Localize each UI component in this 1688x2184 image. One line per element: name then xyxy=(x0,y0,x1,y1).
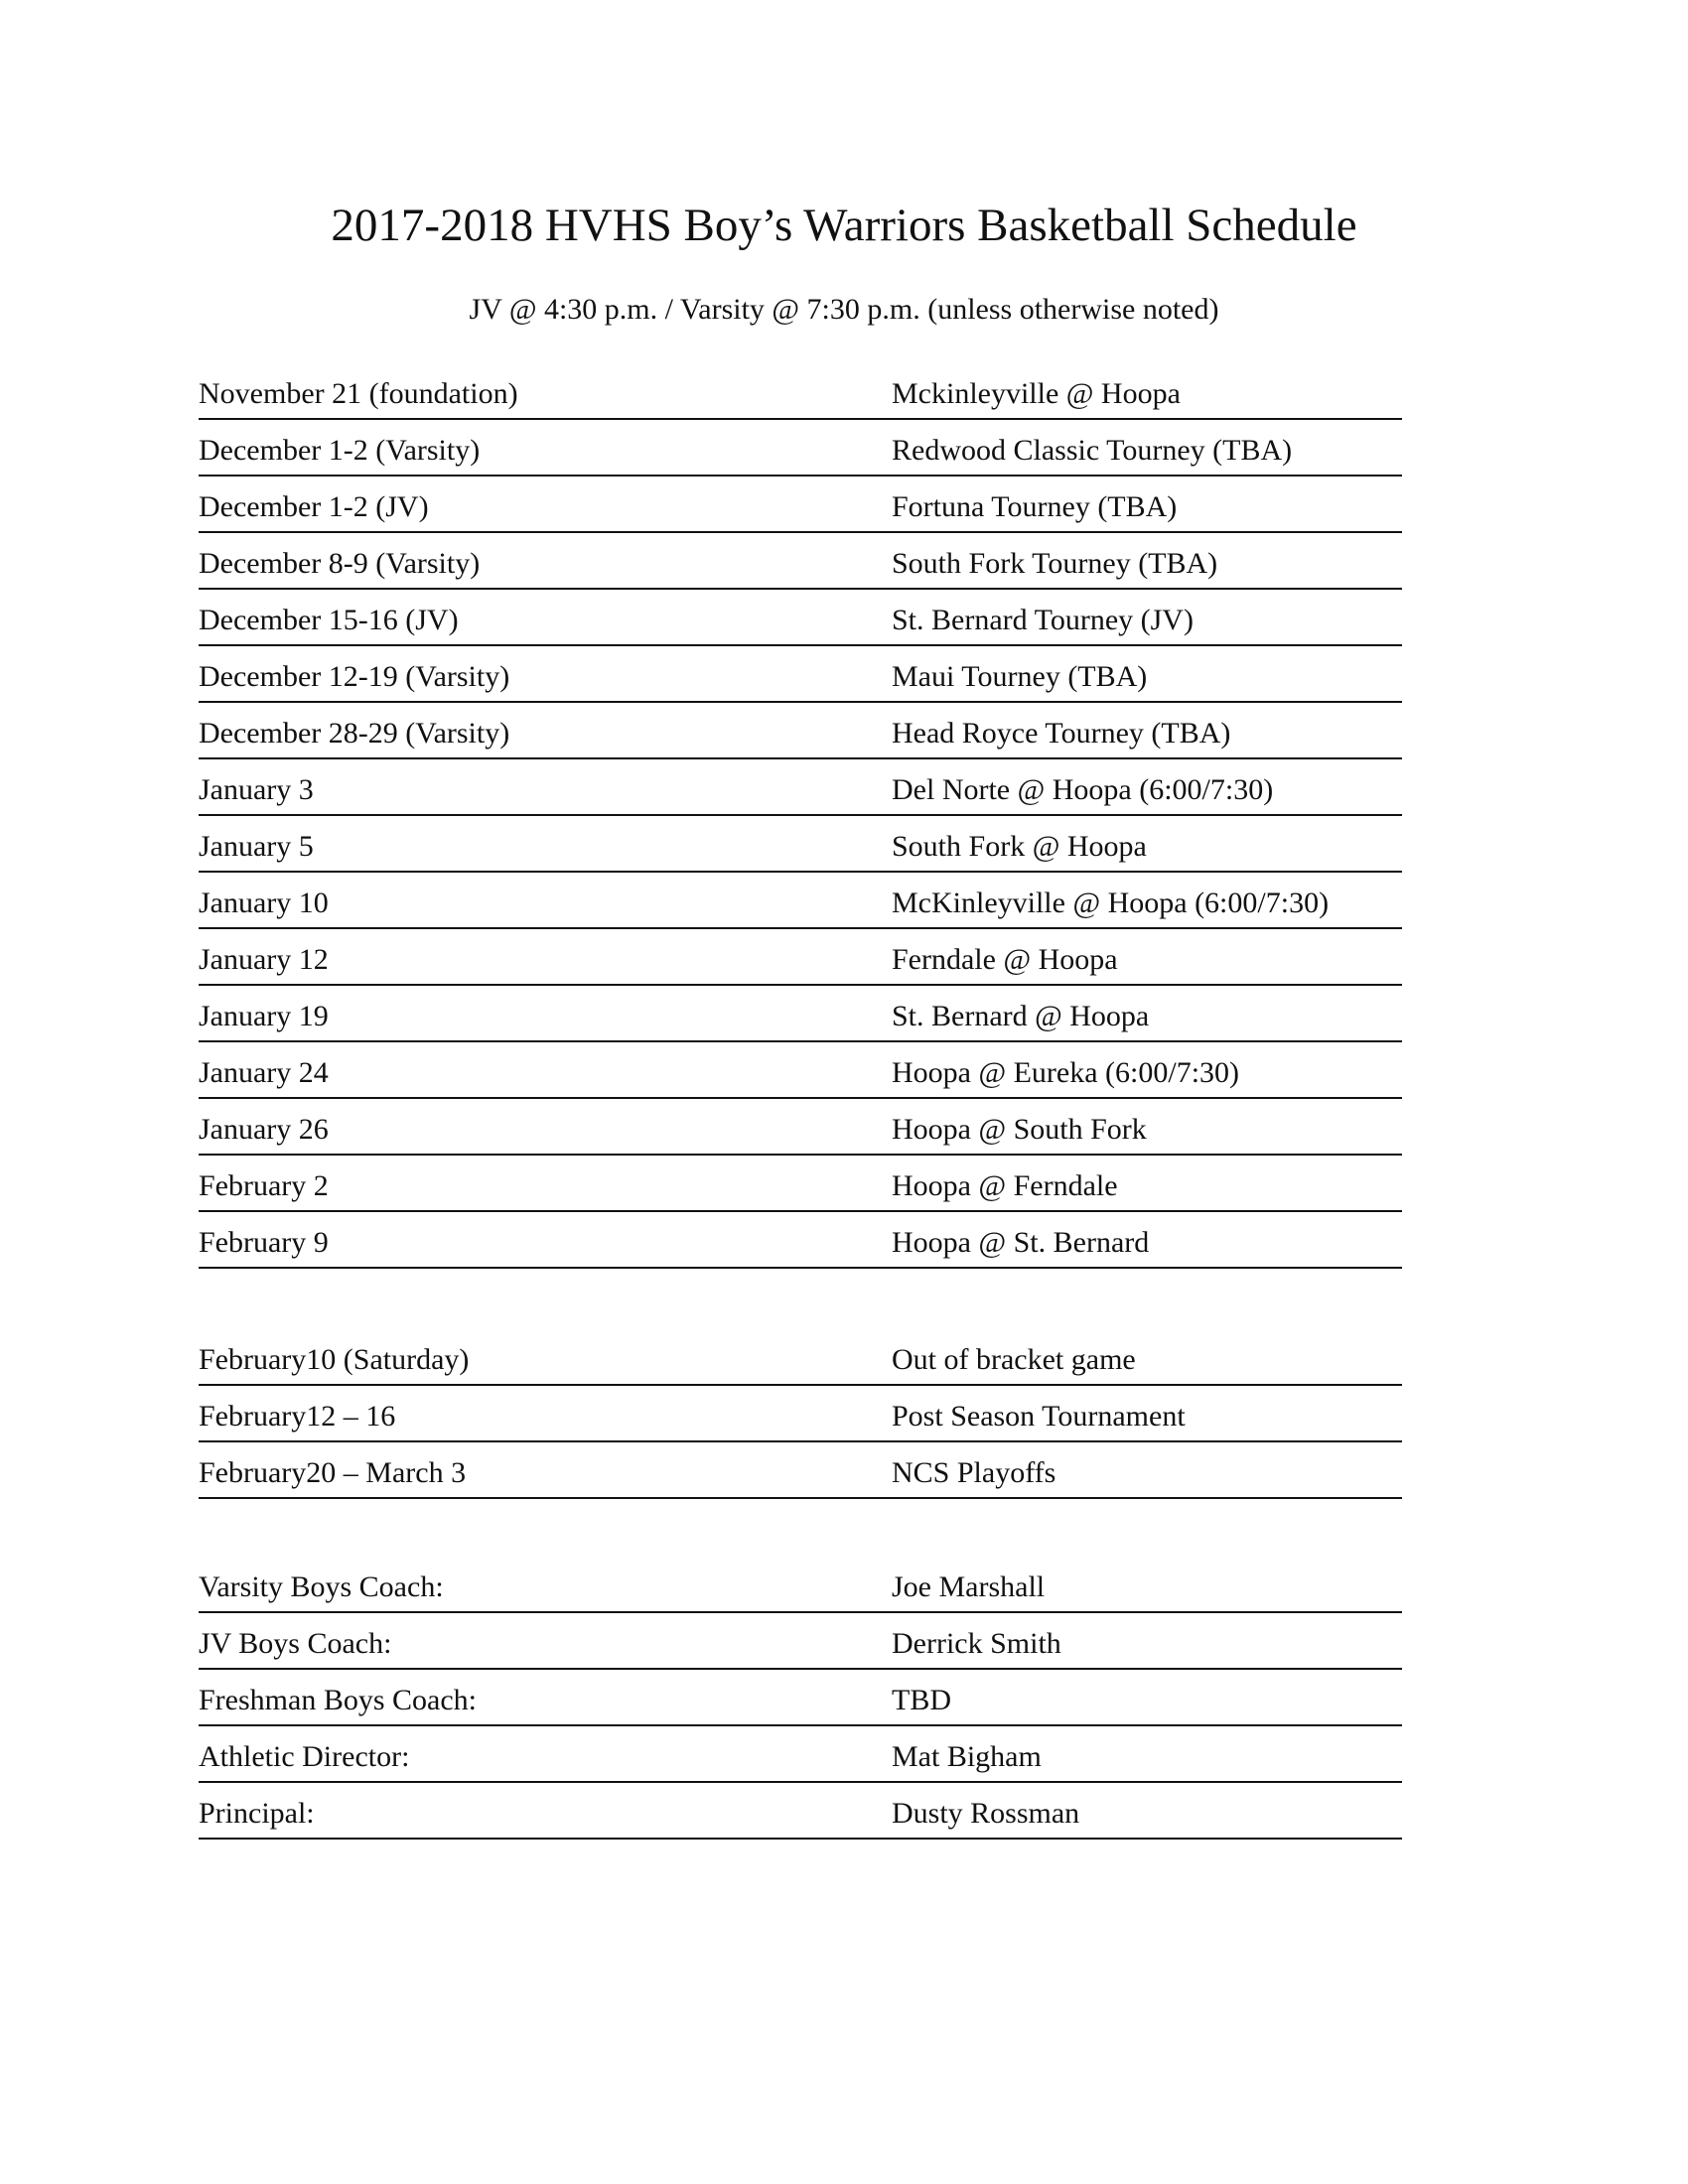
schedule-date: December 28-29 (Varsity) xyxy=(199,717,510,750)
schedule-date: December 1-2 (Varsity) xyxy=(199,434,481,467)
schedule-row xyxy=(199,1099,1402,1156)
schedule-table xyxy=(199,363,1402,1269)
schedule-row xyxy=(199,703,1402,759)
staff-name: TBD xyxy=(892,1684,951,1716)
staff-table xyxy=(199,1557,1402,1840)
postseason-date: February10 (Saturday) xyxy=(199,1343,470,1376)
postseason-event: NCS Playoffs xyxy=(892,1456,1056,1489)
schedule-date: December 15-16 (JV) xyxy=(199,604,459,636)
schedule-event: Hoopa @ Ferndale xyxy=(892,1169,1118,1202)
schedule-row xyxy=(199,929,1402,986)
schedule-row xyxy=(199,363,1402,420)
page-title: 2017-2018 HVHS Boy’s Warriors Basketball Schedule xyxy=(331,200,1357,251)
staff-role: Freshman Boys Coach: xyxy=(199,1684,477,1716)
postseason-event: Post Season Tournament xyxy=(892,1400,1186,1433)
schedule-event: Hoopa @ South Fork xyxy=(892,1113,1147,1146)
postseason-row xyxy=(199,1329,1402,1386)
schedule-date: January 3 xyxy=(199,773,314,806)
staff-role: Principal: xyxy=(199,1797,315,1830)
schedule-row xyxy=(199,477,1402,533)
schedule-row xyxy=(199,590,1402,646)
staff-row xyxy=(199,1613,1402,1670)
schedule-date: November 21 (foundation) xyxy=(199,377,518,410)
schedule-date: January 12 xyxy=(199,943,329,976)
schedule-event: Redwood Classic Tourney (TBA) xyxy=(892,434,1293,467)
postseason-date: February12 – 16 xyxy=(199,1400,396,1433)
schedule-date: January 5 xyxy=(199,830,314,863)
schedule-row xyxy=(199,986,1402,1042)
schedule-date: January 24 xyxy=(199,1056,329,1089)
schedule-event: McKinleyville @ Hoopa (6:00/7:30) xyxy=(892,887,1330,919)
schedule-event: Ferndale @ Hoopa xyxy=(892,943,1118,976)
schedule-date: December 12-19 (Varsity) xyxy=(199,660,510,693)
schedule-date: February 9 xyxy=(199,1226,329,1259)
schedule-date: January 26 xyxy=(199,1113,329,1146)
page-subtitle: JV @ 4:30 p.m. / Varsity @ 7:30 p.m. (unless otherwise noted) xyxy=(469,293,1219,326)
postseason-row xyxy=(199,1442,1402,1499)
staff-name: Derrick Smith xyxy=(892,1627,1061,1660)
postseason-date: February20 – March 3 xyxy=(199,1456,467,1489)
schedule-row xyxy=(199,646,1402,703)
staff-name: Dusty Rossman xyxy=(892,1797,1080,1830)
schedule-event: St. Bernard Tourney (JV) xyxy=(892,604,1194,636)
schedule-row xyxy=(199,759,1402,816)
schedule-event: Mckinleyville @ Hoopa xyxy=(892,377,1181,410)
schedule-row xyxy=(199,1212,1402,1269)
schedule-event: South Fork Tourney (TBA) xyxy=(892,547,1218,580)
schedule-event: St. Bernard @ Hoopa xyxy=(892,1000,1150,1032)
schedule-date: February 2 xyxy=(199,1169,329,1202)
staff-row xyxy=(199,1557,1402,1613)
staff-role: Athletic Director: xyxy=(199,1740,410,1773)
schedule-event: Del Norte @ Hoopa (6:00/7:30) xyxy=(892,773,1274,806)
schedule-event: Head Royce Tourney (TBA) xyxy=(892,717,1231,750)
staff-name: Mat Bigham xyxy=(892,1740,1042,1773)
staff-row xyxy=(199,1670,1402,1726)
schedule-row xyxy=(199,1042,1402,1099)
schedule-date: January 10 xyxy=(199,887,329,919)
postseason-row xyxy=(199,1386,1402,1442)
schedule-row xyxy=(199,816,1402,873)
staff-row xyxy=(199,1726,1402,1783)
schedule-event: Maui Tourney (TBA) xyxy=(892,660,1148,693)
schedule-row xyxy=(199,1156,1402,1212)
schedule-row xyxy=(199,420,1402,477)
schedule-event: Hoopa @ St. Bernard xyxy=(892,1226,1150,1259)
schedule-date: December 1-2 (JV) xyxy=(199,490,429,523)
postseason-event: Out of bracket game xyxy=(892,1343,1136,1376)
staff-row xyxy=(199,1783,1402,1840)
schedule-event: Hoopa @ Eureka (6:00/7:30) xyxy=(892,1056,1240,1089)
schedule-event: South Fork @ Hoopa xyxy=(892,830,1147,863)
postseason-table xyxy=(199,1329,1402,1499)
schedule-event: Fortuna Tourney (TBA) xyxy=(892,490,1178,523)
schedule-row xyxy=(199,533,1402,590)
staff-role: JV Boys Coach: xyxy=(199,1627,392,1660)
schedule-date: January 19 xyxy=(199,1000,329,1032)
schedule-row xyxy=(199,873,1402,929)
schedule-date: December 8-9 (Varsity) xyxy=(199,547,481,580)
staff-name: Joe Marshall xyxy=(892,1570,1046,1603)
staff-role: Varsity Boys Coach: xyxy=(199,1570,444,1603)
